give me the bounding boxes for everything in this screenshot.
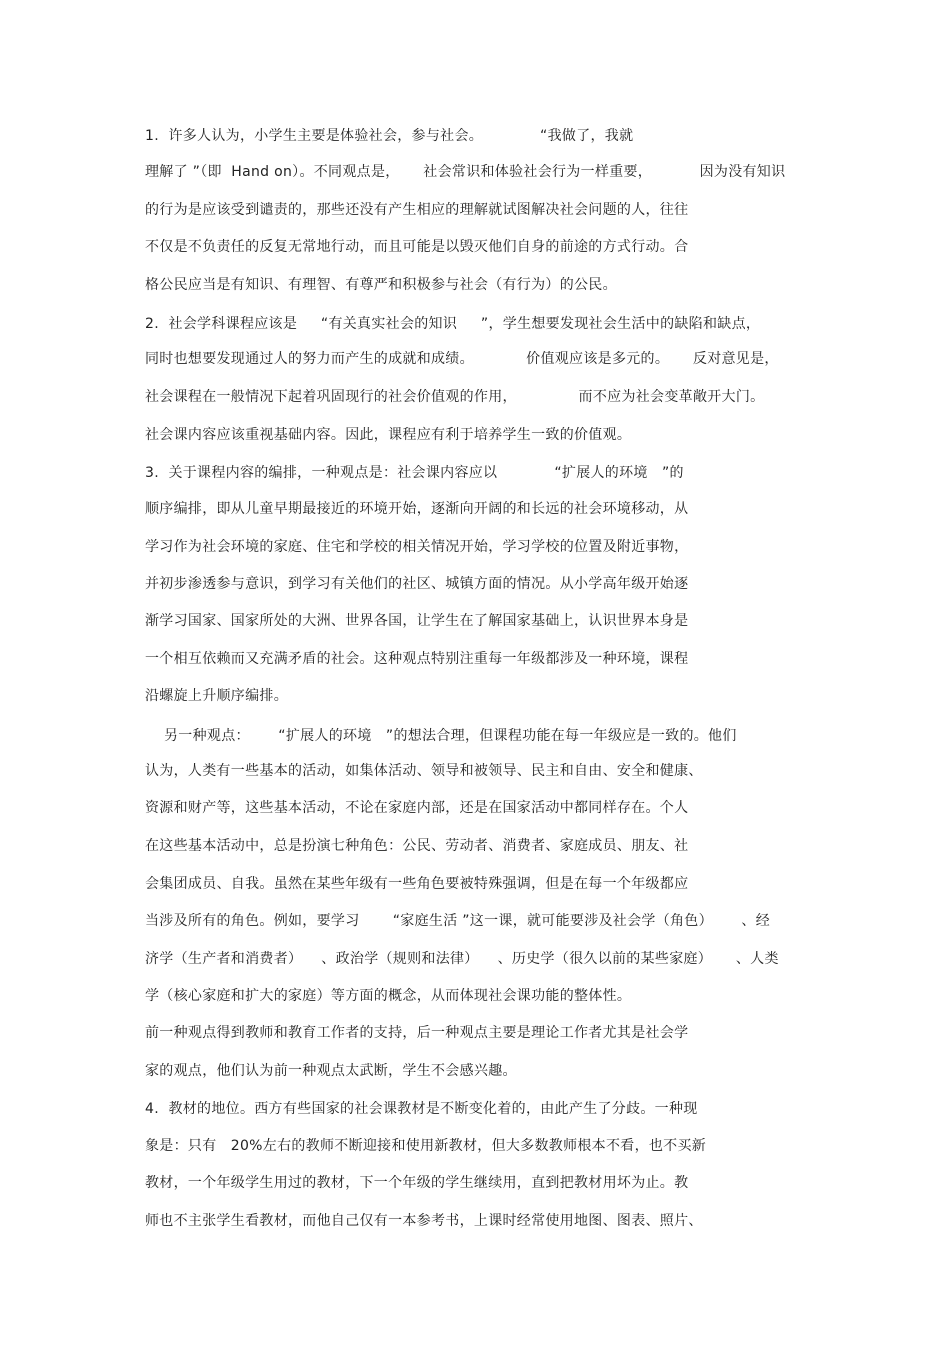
text-line: 顺序编排，即从儿童早期最接近的环境开始，逐渐向开阔的和长远的社会环境移动，从: [145, 501, 689, 517]
text-line: 学习作为社会环境的家庭、住宅和学校的相关情况开始，学习学校的位置及附近事物，: [145, 539, 689, 555]
text-line: 格公民应当是有知识、有理智、有尊严和积极参与社会（有行为）的公民。: [145, 277, 617, 293]
text-line: 的行为是应该受到谴责的，那些还没有产生相应的理解就试图解决社会问题的人，往往: [145, 202, 689, 218]
text-line: 家的观点，他们认为前一种观点太武断，学生不会感兴趣。: [145, 1063, 517, 1079]
text-line: 不仅是不负责任的反复无常地行动，而且可能是以毁灭他们自身的前途的方式行动。合: [145, 239, 689, 255]
text-line: 1. 许多人认为，小学生主要是体验社会，参与社会。 “我做了，我就: [145, 128, 634, 144]
text-line: 2. 社会学科课程应该是 “有关真实社会的知识 ”，学生想要发现社会生活中的缺陷和缺点，: [145, 316, 761, 332]
text-line: 同时也想要发现通过人的努力而产生的成就和成绩。 价值观应该是多元的。 反对意见是，: [145, 351, 779, 367]
text-line: 在这些基本活动中，总是扮演七种角色：公民、劳动者、消费者、家庭成员、朋友、社: [145, 838, 689, 854]
text-line: 象是：只有 20%左右的教师不断迎接和使用新教材，但大多数教师根本不看，也不买新: [145, 1138, 707, 1154]
text-line: 学（核心家庭和扩大的家庭）等方面的概念，从而体现社会课功能的整体性。: [145, 988, 632, 1004]
text-line: 理解了 ”（即 Hand on）。不同观点是， 社会常识和体验社会行为一样重要， 因为没有知识: [145, 164, 786, 180]
text-line: 渐学习国家、国家所处的大洲、世界各国，让学生在了解国家基础上，认识世界本身是: [145, 613, 689, 629]
text-line: 教材，一个年级学生用过的教材，下一个年级的学生继续用，直到把教材用坏为止。教: [145, 1175, 689, 1191]
text-line: 济学（生产者和消费者） 、政治学（规则和法律） 、历史学（很久以前的某些家庭） 、人类: [145, 951, 779, 967]
text-line: 会集团成员、自我。虽然在某些年级有一些角色要被特殊强调，但是在每一个年级都应: [145, 876, 689, 892]
text-line: 师也不主张学生看教材，而他自己仅有一本参考书，上课时经常使用地图、图表、照片、: [145, 1213, 703, 1229]
text-line: 社会课内容应该重视基础内容。因此，课程应有利于培养学生一致的价值观。: [145, 427, 632, 443]
text-line: 社会课程在一般情况下起着巩固现行的社会价值观的作用， 而不应为社会变革敞开大门。: [145, 389, 765, 405]
text-line: 沿螺旋上升顺序编排。: [145, 688, 288, 704]
text-line: 资源和财产等，这些基本活动，不论在家庭内部，还是在国家活动中都同样存在。个人: [145, 800, 689, 816]
text-line: 前一种观点得到教师和教育工作者的支持，后一种观点主要是理论工作者尤其是社会学: [145, 1025, 689, 1041]
text-line: 认为，人类有一些基本的活动，如集体活动、领导和被领导、民主和自由、安全和健康、: [145, 763, 703, 779]
text-line: 另一种观点： “扩展人的环境 ”的想法合理，但课程功能在每一年级应是一致的。他们: [145, 728, 737, 744]
text-line: 当涉及所有的角色。例如，要学习 “家庭生活 ”这一课，就可能要涉及社会学（角色） 、经: [145, 913, 771, 929]
text-line: 并初步渗透参与意识，到学习有关他们的社区、城镇方面的情况。从小学高年级开始逐: [145, 576, 689, 592]
text-line: 4. 教材的地位。西方有些国家的社会课教材是不断变化着的，由此产生了分歧。一种现: [145, 1101, 698, 1117]
text-line: 一个相互依赖而又充满矛盾的社会。这种观点特别注重每一年级都涉及一种环境，课程: [145, 651, 689, 667]
text-line: 3. 关于课程内容的编排，一种观点是：社会课内容应以 “扩展人的环境 ”的: [145, 465, 684, 481]
